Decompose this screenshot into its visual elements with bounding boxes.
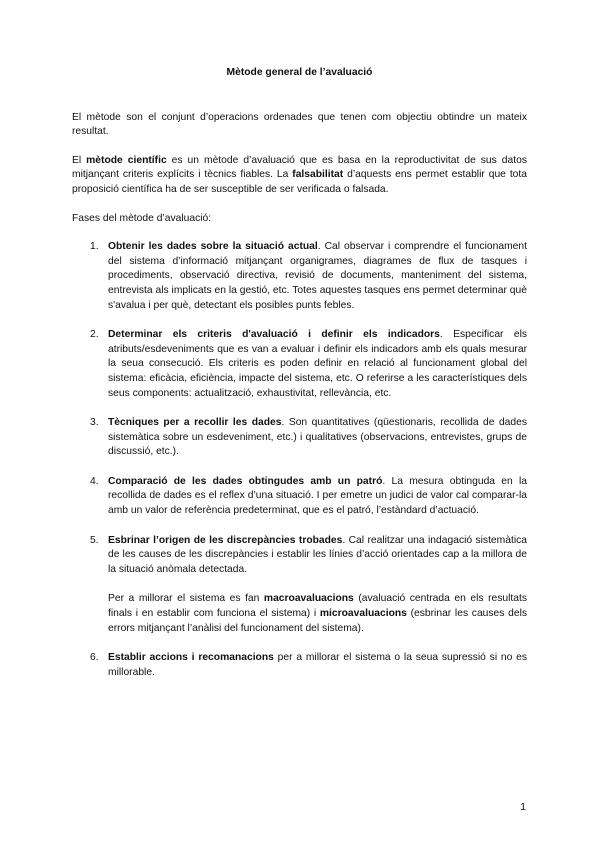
document-title: Mètode general de l’avaluació bbox=[226, 67, 373, 78]
intro-paragraph: El mètode son el conjunt d’operacions ordenades que tenen com objectiu obtindre un mateix resultat. bbox=[72, 111, 527, 138]
text-run: (avaluació centrada en els resultats finals i en establir com funciona el sistema) i bbox=[108, 593, 527, 620]
phase-item-3 bbox=[72, 416, 527, 460]
phase-number: 6. bbox=[90, 652, 99, 664]
phases-label: Fases del mètode d’avaluació: bbox=[72, 212, 212, 224]
phase-number: 5. bbox=[90, 534, 99, 546]
phase-item-1 bbox=[72, 240, 527, 313]
phase-item-2 bbox=[72, 328, 527, 401]
phases-list bbox=[72, 240, 527, 680]
term-falsability: falsabilitat bbox=[292, 169, 344, 181]
phase-number: 1. bbox=[90, 241, 99, 253]
text-run: d’aquests ens permet establir que tota proposició científica ha de ser susceptible de ser verificada o falsada. bbox=[72, 169, 527, 195]
phase-number: 2. bbox=[90, 329, 99, 341]
text-run: es un mètode d’avaluació que es basa en la reproductivitat de sus datos mitjançant criteris explícits i tècnics fiables. La bbox=[72, 154, 527, 181]
phase-text: per a millorar el sistema o la seua supressió si no es millorable. bbox=[108, 652, 527, 678]
term-microevaluations: microavaluacions bbox=[319, 608, 407, 620]
scientific-method-paragraph bbox=[72, 154, 527, 198]
phase-heading: Comparació de les dades obtingudes amb un patró bbox=[108, 475, 383, 487]
phase-text: . Cal realitzar una indagació sistemàtica de les causes de les discrepàncies i establir les línies d’acció orientades cap a la millora de la situació anòmala detectada. bbox=[108, 534, 527, 575]
phase-item-4 bbox=[72, 475, 527, 519]
phase-item-6 bbox=[72, 651, 527, 680]
phase-text: . La mesura obtinguda en la recollida de dades es el reflex d’una situació. I per emetre un judici de valor cal comparar-la amb un valor de referència predeterminat, que es el patró, l’estàndard d’actuació. bbox=[108, 475, 528, 517]
phase-heading: Obtenir les dades sobre la situació actual bbox=[108, 241, 318, 253]
phase-number: 3. bbox=[90, 417, 99, 429]
phase-item-5 bbox=[72, 534, 527, 637]
document-page bbox=[72, 66, 527, 695]
term-macroevaluations: macroavaluacions bbox=[263, 593, 354, 605]
text-run: Per a millorar el sistema es fan bbox=[108, 593, 264, 605]
term-scientific-method: mètode científic bbox=[86, 154, 167, 166]
phase-heading: Tècniques per a recollir les dades bbox=[108, 417, 282, 429]
phase-heading: Determinar els criteris d'avaluació i definir els indicadors bbox=[108, 329, 440, 341]
evaluation-types-paragraph bbox=[108, 592, 527, 636]
phase-text: . Cal observar i comprendre el funcionament del sistema d’informació mitjançant organigrames, diagrames de flux de tasques i procediments, observació directiva, revisió de documents, manteniment del sistema, entrevista als implicats en la gestió, etc. Totes aquestes tasques ens permet determinar què s'avalua i per què, detectant els posibles punts febles. bbox=[108, 241, 527, 311]
text-run: El bbox=[72, 154, 87, 166]
page-number: 1 bbox=[520, 802, 526, 813]
phase-text: . Son quantitatives (qüestionaris, recollida de dades sistemàtica sobre un esdeveniment, etc.) i qualitatives (observacions, entrevistes, grups de discussió, etc.). bbox=[108, 417, 528, 458]
text-run: (esbrinar les causes dels errors mitjançant l’anàlisi del funcionament del sistema). bbox=[108, 608, 528, 634]
phase-heading: Establir accions i recomanacions bbox=[108, 652, 274, 664]
phase-number: 4. bbox=[90, 475, 99, 487]
phase-text: . Especificar els atributs/esdeveniments que es van a evaluar i definir els indicadors amb els quals mesurar la seua consecució. Els criteris es poden definir en relació al funcionament global del sistema: eficàcia, eficiència, impacte del sistema, etc. O referirse a les característiques dels seus components: actualització, exhaustivitat, rellevància, etc. bbox=[108, 329, 527, 399]
phase-heading: Esbrinar l’origen de les discrepàncies trobades bbox=[108, 534, 343, 546]
